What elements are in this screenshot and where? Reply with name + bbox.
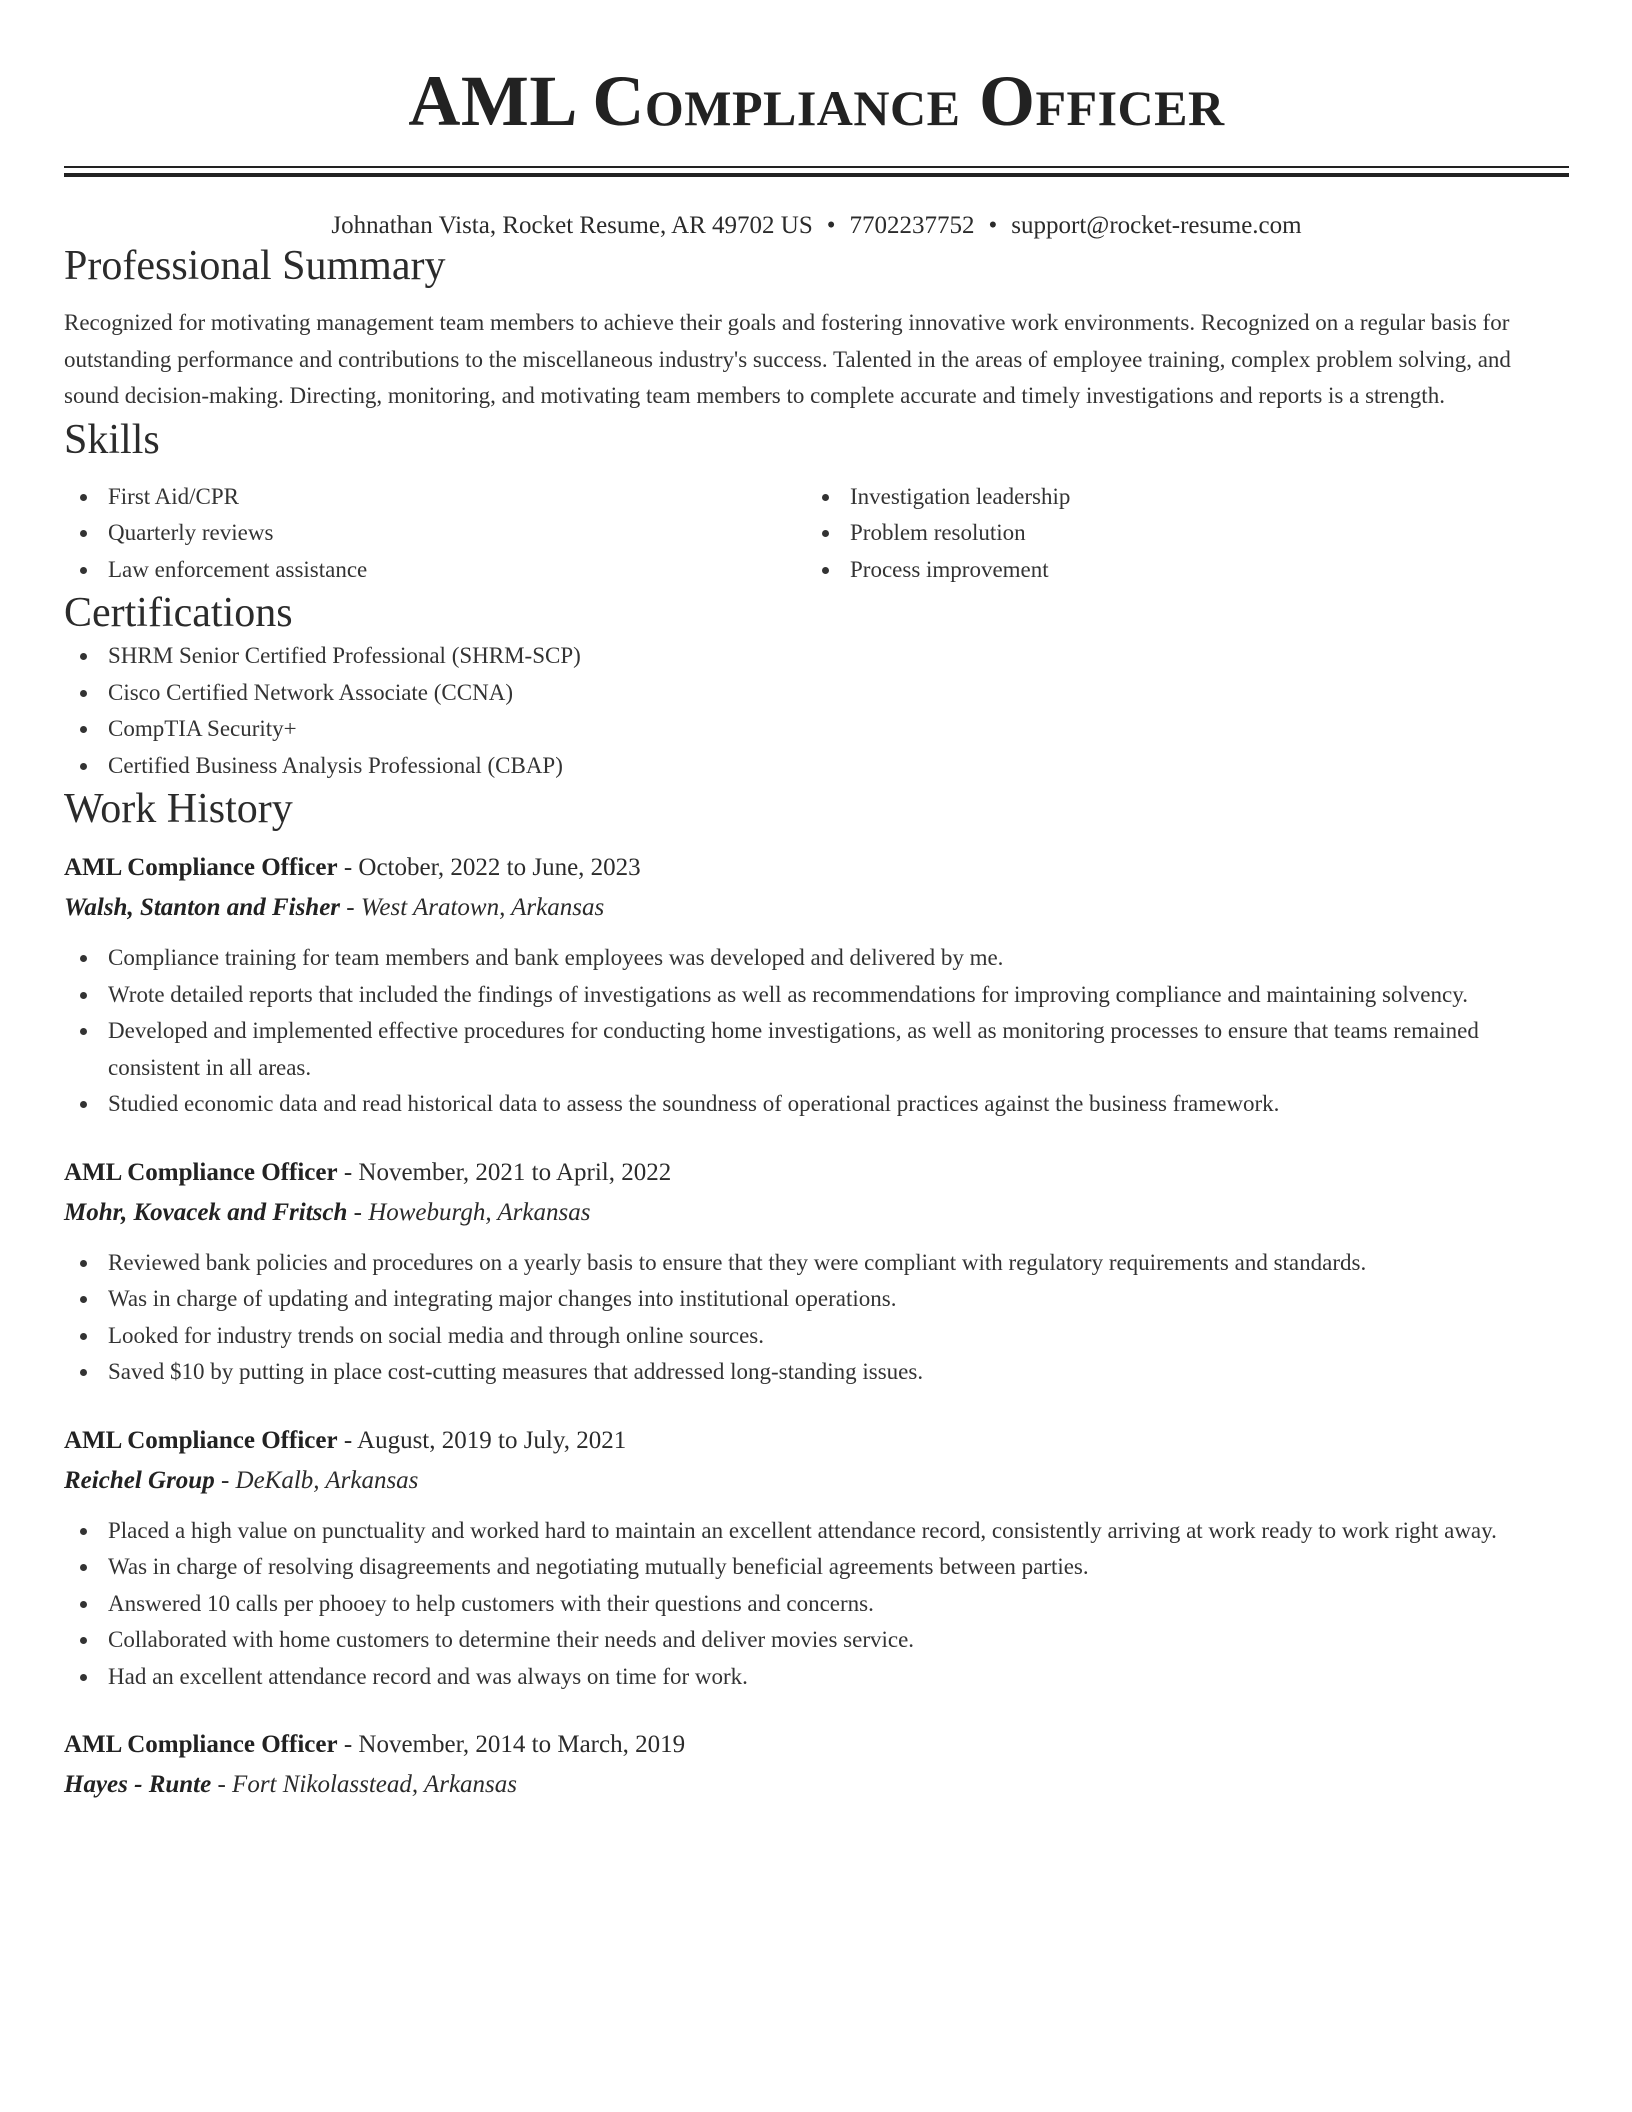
job-bullets — [64, 940, 1569, 1123]
job-company-line: Mohr, Kovacek and Fritsch - Howeburgh, Arkansas — [64, 1198, 591, 1226]
job-title: AML Compliance Officer — [64, 854, 338, 881]
job-entry — [64, 1421, 1569, 1696]
skill-item: First Aid/CPR — [64, 479, 806, 516]
job-dates: August, 2019 to July, 2021 — [357, 1426, 627, 1454]
job-bullets — [64, 1245, 1569, 1391]
job-dates: October, 2022 to June, 2023 — [358, 854, 641, 881]
contact-separator: • — [988, 212, 998, 239]
job-bullet: Placed a high value on punctuality and worked hard to maintain an excellent attendance record, consistently arriving at work ready to work right away. — [64, 1513, 1569, 1550]
job-title: AML Compliance Officer — [64, 1731, 338, 1758]
resume-title: AML Compliance Officer — [408, 61, 1225, 141]
job-bullet: Wrote detailed reports that included the findings of investigations as well as recommendations for improving compliance and maintaining solvency. — [64, 977, 1569, 1014]
job-bullet: Collaborated with home customers to determine their needs and deliver movies service. — [64, 1622, 1569, 1659]
job-bullet: Looked for industry trends on social media and through online sources. — [64, 1318, 1569, 1355]
certification-item: Certified Business Analysis Professional (CBAP) — [64, 748, 1569, 785]
skills-list-left — [64, 479, 806, 589]
job-entry — [64, 1153, 1569, 1391]
work-history-heading: Work History — [64, 786, 293, 832]
job-company-line: Reichel Group - DeKalb, Arkansas — [64, 1466, 419, 1494]
job-location: Howeburgh, Arkansas — [368, 1198, 591, 1226]
job-dates: November, 2014 to March, 2019 — [358, 1731, 686, 1758]
job-title-line: AML Compliance Officer - October, 2022 to June, 2023 — [64, 854, 641, 881]
title-divider-thin — [64, 166, 1569, 168]
job-entry — [64, 1725, 1569, 1805]
job-company: Reichel Group — [64, 1466, 215, 1494]
skill-item: Process improvement — [806, 552, 1548, 589]
contact-line — [64, 211, 1569, 241]
certifications-heading: Certifications — [64, 590, 293, 636]
job-entry — [64, 848, 1569, 1123]
job-company-line: Hayes - Runte - Fort Nikolasstead, Arkansas — [64, 1771, 518, 1798]
skills-columns — [64, 479, 1569, 589]
skills-column-right — [806, 479, 1548, 589]
contact-address: Johnathan Vista, Rocket Resume, AR 49702 US — [331, 212, 813, 239]
job-bullet: Studied economic data and read historical data to assess the soundness of operational practices against the business framework. — [64, 1086, 1569, 1123]
contact-phone: 7702237752 — [849, 212, 975, 239]
skill-item: Quarterly reviews — [64, 515, 806, 552]
skill-item: Problem resolution — [806, 515, 1548, 552]
job-location: West Aratown, Arkansas — [360, 894, 605, 921]
summary-heading: Professional Summary — [64, 243, 446, 289]
resume-page — [64, 0, 1569, 1805]
certification-item: Cisco Certified Network Associate (CCNA) — [64, 675, 1569, 712]
skill-item: Investigation leadership — [806, 479, 1548, 516]
job-company: Mohr, Kovacek and Fritsch — [64, 1198, 348, 1226]
job-title-line: AML Compliance Officer - November, 2014 to March, 2019 — [64, 1731, 686, 1758]
job-location: Fort Nikolasstead, Arkansas — [232, 1771, 518, 1798]
job-bullets — [64, 1513, 1569, 1696]
job-bullet: Answered 10 calls per phooey to help customers with their questions and concerns. — [64, 1586, 1569, 1623]
skills-list-right — [806, 479, 1548, 589]
certification-item: SHRM Senior Certified Professional (SHRM-SCP) — [64, 638, 1569, 675]
job-title: AML Compliance Officer — [64, 1426, 338, 1454]
job-title-line: AML Compliance Officer - November, 2021 to April, 2022 — [64, 1158, 672, 1186]
job-location: DeKalb, Arkansas — [235, 1466, 419, 1494]
job-bullet: Was in charge of resolving disagreements and negotiating mutually beneficial agreements between parties. — [64, 1549, 1569, 1586]
job-company: Hayes - Runte — [64, 1771, 212, 1798]
job-dates: November, 2021 to April, 2022 — [358, 1158, 672, 1186]
job-bullet: Was in charge of updating and integrating major changes into institutional operations. — [64, 1281, 1569, 1318]
skills-column-left — [64, 479, 806, 589]
job-bullet: Had an excellent attendance record and was always on time for work. — [64, 1659, 1569, 1696]
contact-separator: • — [826, 212, 836, 239]
job-bullet: Reviewed bank policies and procedures on a yearly basis to ensure that they were compliant with regulatory requirements and standards. — [64, 1245, 1569, 1282]
job-title-line: AML Compliance Officer - August, 2019 to July, 2021 — [64, 1426, 627, 1454]
contact-email: support@rocket-resume.com — [1011, 212, 1302, 239]
certification-item: CompTIA Security+ — [64, 711, 1569, 748]
job-company-line: Walsh, Stanton and Fisher - West Aratown, Arkansas — [64, 894, 605, 921]
job-bullet: Compliance training for team members and bank employees was developed and delivered by me. — [64, 940, 1569, 977]
job-title: AML Compliance Officer — [64, 1158, 338, 1186]
job-company: Walsh, Stanton and Fisher — [64, 894, 341, 921]
skill-item: Law enforcement assistance — [64, 552, 806, 589]
job-bullet: Developed and implemented effective procedures for conducting home investigations, as well as monitoring processes to ensure that teams remained consistent in all areas. — [64, 1013, 1569, 1086]
summary-text: Recognized for motivating management team members to achieve their goals and fostering innovative work environments. Recognized on a regular basis for outstanding performance and contributions to the miscellaneous industry's success. Talented in the areas of employee training, complex problem solving, and sound decision-making. Directing, monitoring, and motivating team members to complete accurate and timely investigations and reports is a strength. — [64, 310, 1511, 408]
certifications-list — [64, 638, 1569, 784]
skills-heading: Skills — [64, 416, 160, 463]
title-divider-thick — [64, 173, 1569, 177]
job-bullet: Saved $10 by putting in place cost-cutting measures that addressed long-standing issues. — [64, 1354, 1569, 1391]
